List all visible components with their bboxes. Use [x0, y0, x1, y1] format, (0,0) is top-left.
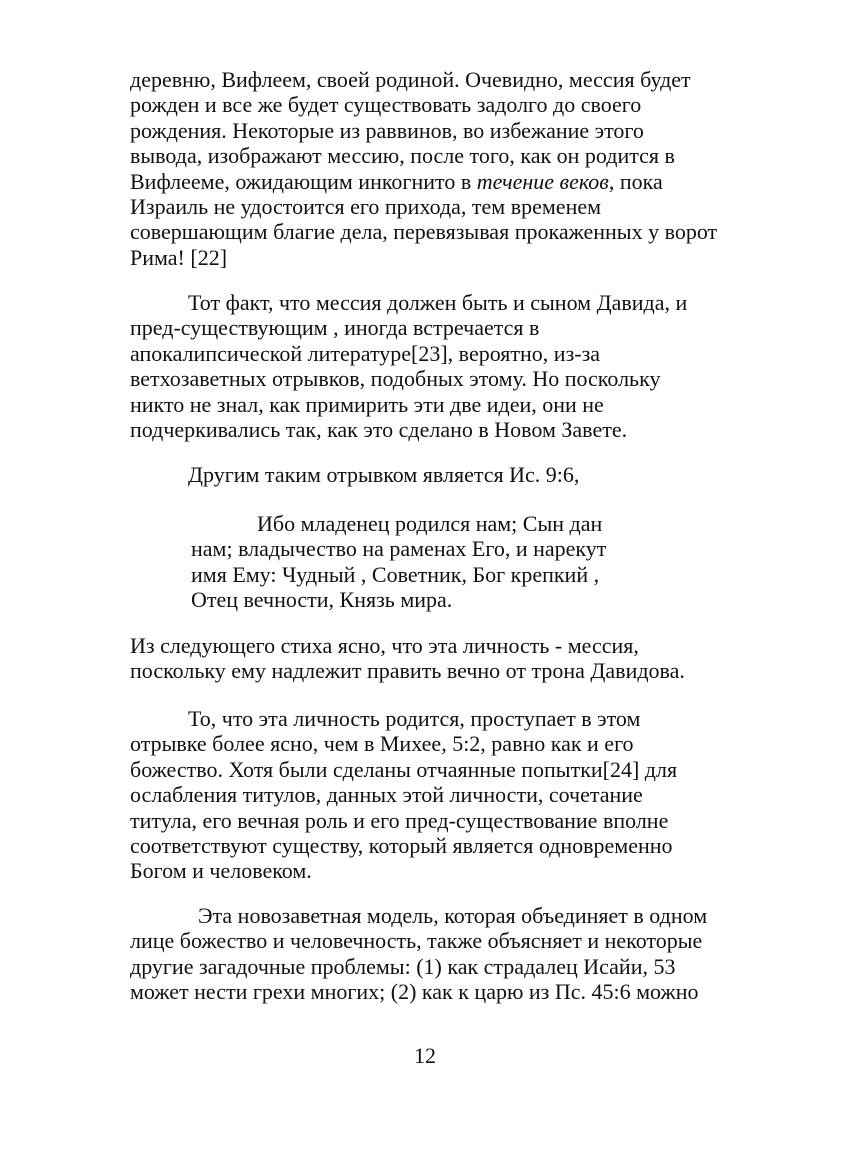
text-line: божество. Хотя были сделаны отчаянные попытки[24] для	[130, 756, 678, 782]
text-line: Богом и человеком.	[130, 858, 312, 884]
text-line: титула, его вечная роль и его пред-существование вполне	[130, 807, 669, 833]
text-line: соответствуют существу, который является одновременно	[130, 833, 673, 859]
text-line: ослабления титулов, данных этой личности, сочетание	[130, 782, 643, 808]
text-segment: Вифлееме, ожидающим инкогнито в	[130, 168, 477, 194]
text-line: совершающим благие дела, перевязывая прокаженных у ворот	[130, 219, 718, 245]
italic-phrase: течение веков	[476, 168, 609, 194]
paragraph-4	[130, 633, 685, 684]
text-line: подчеркивались так, как это сделано в Новом Завете.	[130, 417, 628, 443]
text-line: Рима! [22]	[130, 244, 228, 270]
text-line: вывода, изображают мессию, после того, как он родится в	[130, 143, 675, 169]
text-line: Другим таким отрывком является Ис. 9:6,	[188, 462, 580, 487]
text-line: рожден и все же будет существовать задолго до своего	[130, 92, 642, 118]
text-line: Эта новозаветная модель, которая объединяет в одном	[198, 903, 708, 928]
text-line: отрывке более ясно, чем в Михее, 5:2, равно как и его	[130, 731, 634, 757]
text-line: апокалипсической литературе[23], вероятно, из-за	[130, 340, 601, 366]
text-line: никто не знал, как примирить эти две идеи, они не	[130, 391, 604, 417]
text-line	[130, 169, 717, 194]
text-line: Тот факт, что мессия должен быть и сыном Давида, и	[188, 290, 688, 315]
text-line: имя Ему: Чудный , Советник, Бог крепкий ,	[191, 561, 600, 587]
text-line: деревню, Вифлеем, своей родиной. Очевидно, мессия будет	[130, 67, 691, 92]
text-line: Отец вечности, Князь мира.	[191, 587, 453, 613]
text-line: может нести грехи многих; (2) как к царю из Пс. 45:6 можно	[130, 979, 699, 1005]
text-line: рождения. Некоторые из раввинов, во избежание этого	[130, 117, 644, 143]
text-line: Израиль не удостоится его прихода, тем временем	[130, 194, 602, 220]
text-line: ветхозаветных отрывков, подобных этому. Но поскольку	[130, 366, 661, 392]
page-number: 12	[414, 1043, 436, 1068]
text-line: пред-существующим , иногда встречается в	[130, 315, 540, 341]
paragraph-2	[130, 290, 687, 442]
text-line: другие загадочные проблемы: (1) как страдалец Исайи, 53	[130, 953, 676, 979]
text-line: нам; владычество на раменах Его, и нарекут	[191, 536, 607, 562]
text-line: поскольку ему надлежит править вечно от трона Давидова.	[130, 658, 685, 684]
text-line: То, что эта личность родится, проступает в этом	[188, 706, 641, 731]
text-segment: , пока	[608, 168, 663, 194]
paragraph-6	[130, 903, 707, 1005]
text-line: лице божество и человечность, также объясняет и некоторые	[130, 928, 703, 954]
paragraph-3	[130, 462, 579, 487]
paragraph-5	[130, 706, 677, 884]
scripture-quote	[191, 511, 606, 613]
paragraph-1	[130, 67, 717, 270]
text-line: Ибо младенец родился нам; Сын дан	[257, 511, 603, 536]
text-line: Из следующего стиха ясно, что эта личность - мессия,	[130, 633, 639, 658]
